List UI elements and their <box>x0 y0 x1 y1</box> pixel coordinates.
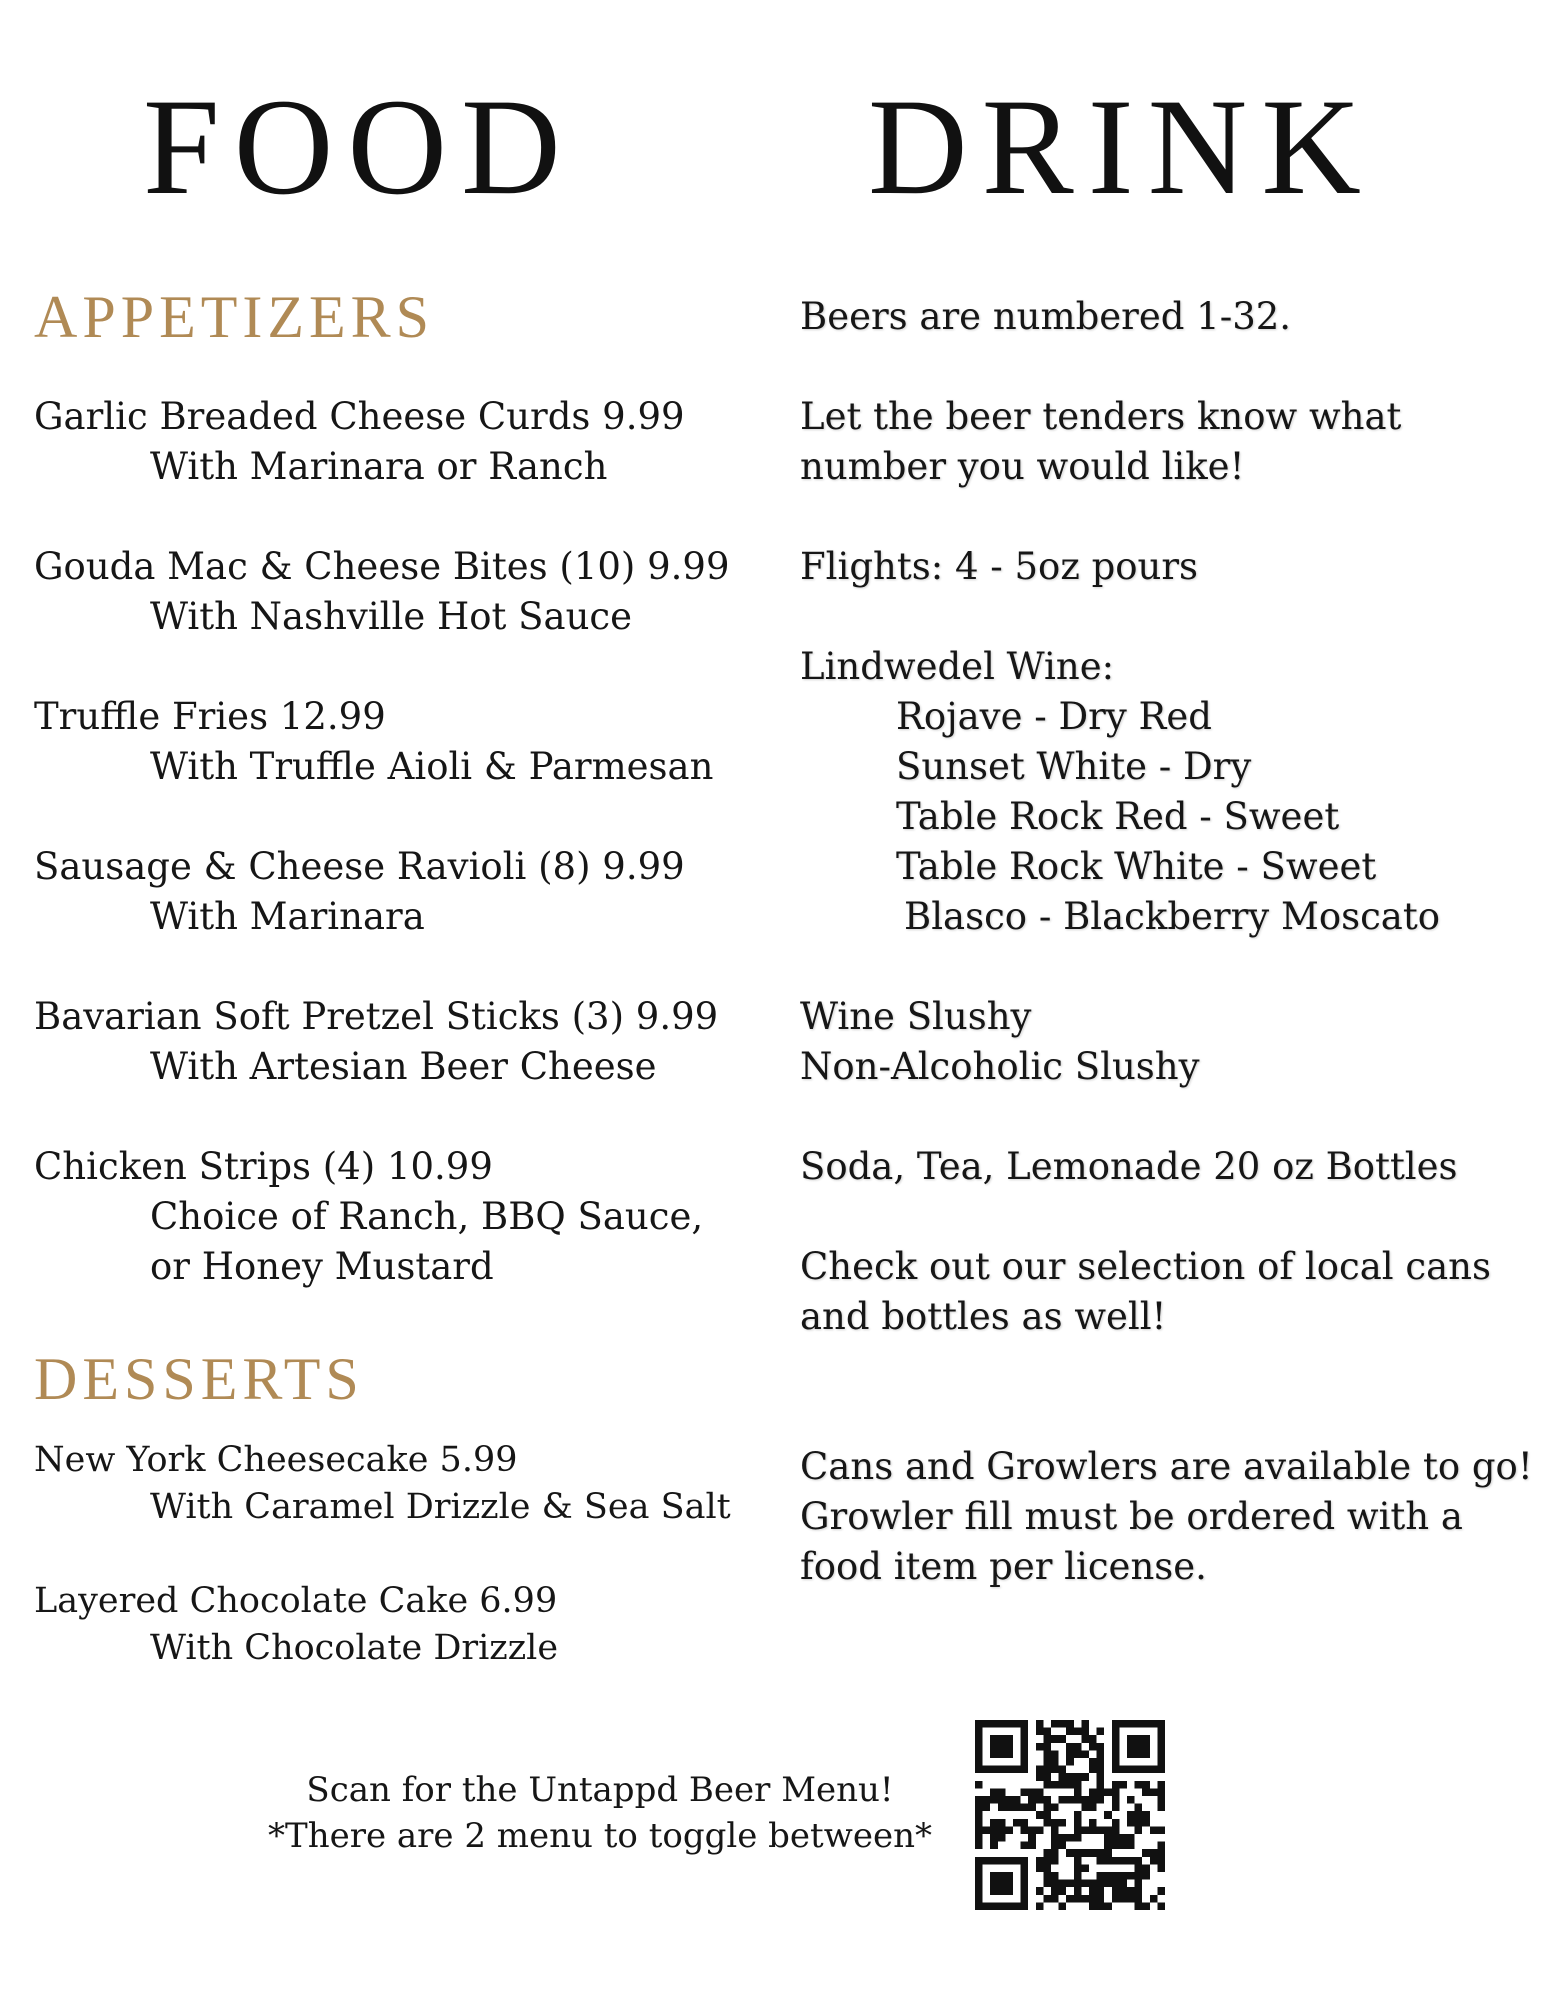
appetizer-name: Truffle Fries 12.99 <box>34 695 386 738</box>
food-title: FOOD <box>143 70 575 223</box>
to-go-section <box>800 1442 1533 1592</box>
appetizer-name: Gouda Mac & Cheese Bites (10) 9.99 <box>34 545 730 588</box>
untappd-scan-text: Scan for the Untappd Beer Menu! <box>306 1770 894 1810</box>
appetizer-item <box>34 992 734 1092</box>
beer-tenders-note: Let the beer tenders know what number you would like! <box>800 395 1402 488</box>
to-go-note: Cans and Growlers are available to go! <box>800 1445 1533 1488</box>
wine-section <box>800 642 1520 942</box>
appetizers-heading: APPETIZERS <box>34 284 435 350</box>
wine-item: Rojave - Dry Red <box>896 695 1212 738</box>
appetizer-detail: With Marinara <box>150 895 425 938</box>
appetizer-item <box>34 542 734 642</box>
wine-item: Sunset White - Dry <box>896 745 1252 788</box>
qr-code-icon[interactable] <box>975 1720 1165 1910</box>
growler-license-note: Growler fill must be ordered with a food item per license. <box>800 1495 1463 1588</box>
slushy-item: Non-Alcoholic Slushy <box>800 1045 1200 1088</box>
untappd-footer <box>250 1767 950 1859</box>
appetizer-detail: With Nashville Hot Sauce <box>150 595 633 638</box>
wine-item: Blasco - Blackberry Moscato <box>904 895 1441 938</box>
dessert-item <box>34 1578 734 1672</box>
flights-info: Flights: 4 - 5oz pours <box>800 545 1199 588</box>
appetizer-name: Chicken Strips (4) 10.99 <box>34 1145 493 1188</box>
dessert-list <box>34 1437 734 1719</box>
dessert-name: Layered Chocolate Cake 6.99 <box>34 1581 558 1621</box>
wine-item: Table Rock White - Sweet <box>896 845 1377 888</box>
wine-item: Table Rock Red - Sweet <box>896 795 1340 838</box>
local-cans-note: Check out our selection of local cans and bottles as well! <box>800 1245 1491 1338</box>
appetizer-name: Sausage & Cheese Ravioli (8) 9.99 <box>34 845 685 888</box>
drink-title: DRINK <box>868 70 1375 223</box>
slushy-section <box>800 992 1520 1092</box>
toggle-menus-note: *There are 2 menu to toggle between* <box>268 1816 932 1856</box>
dessert-item <box>34 1437 734 1531</box>
appetizer-detail: With Artesian Beer Cheese <box>150 1045 657 1088</box>
appetizer-name: Bavarian Soft Pretzel Sticks (3) 9.99 <box>34 995 719 1038</box>
dessert-name: New York Cheesecake 5.99 <box>34 1440 518 1480</box>
appetizer-item <box>34 692 734 792</box>
appetizer-item <box>34 1142 734 1292</box>
appetizer-detail: With Truffle Aioli & Parmesan <box>150 745 714 788</box>
appetizer-detail: With Marinara or Ranch <box>150 445 608 488</box>
desserts-heading: DESSERTS <box>34 1346 364 1412</box>
slushy-item: Wine Slushy <box>800 995 1032 1038</box>
appetizer-detail: Choice of Ranch, BBQ Sauce, or Honey Mustard <box>150 1195 704 1288</box>
appetizer-list <box>34 392 734 1342</box>
dessert-detail: With Caramel Drizzle & Sea Salt <box>150 1487 731 1527</box>
dessert-detail: With Chocolate Drizzle <box>150 1628 559 1668</box>
wine-heading: Lindwedel Wine: <box>800 645 1115 688</box>
appetizer-item <box>34 842 734 942</box>
beer-intro: Beers are numbered 1-32. <box>800 295 1292 338</box>
soda-info: Soda, Tea, Lemonade 20 oz Bottles <box>800 1145 1458 1188</box>
appetizer-item <box>34 392 734 492</box>
appetizer-name: Garlic Breaded Cheese Curds 9.99 <box>34 395 685 438</box>
